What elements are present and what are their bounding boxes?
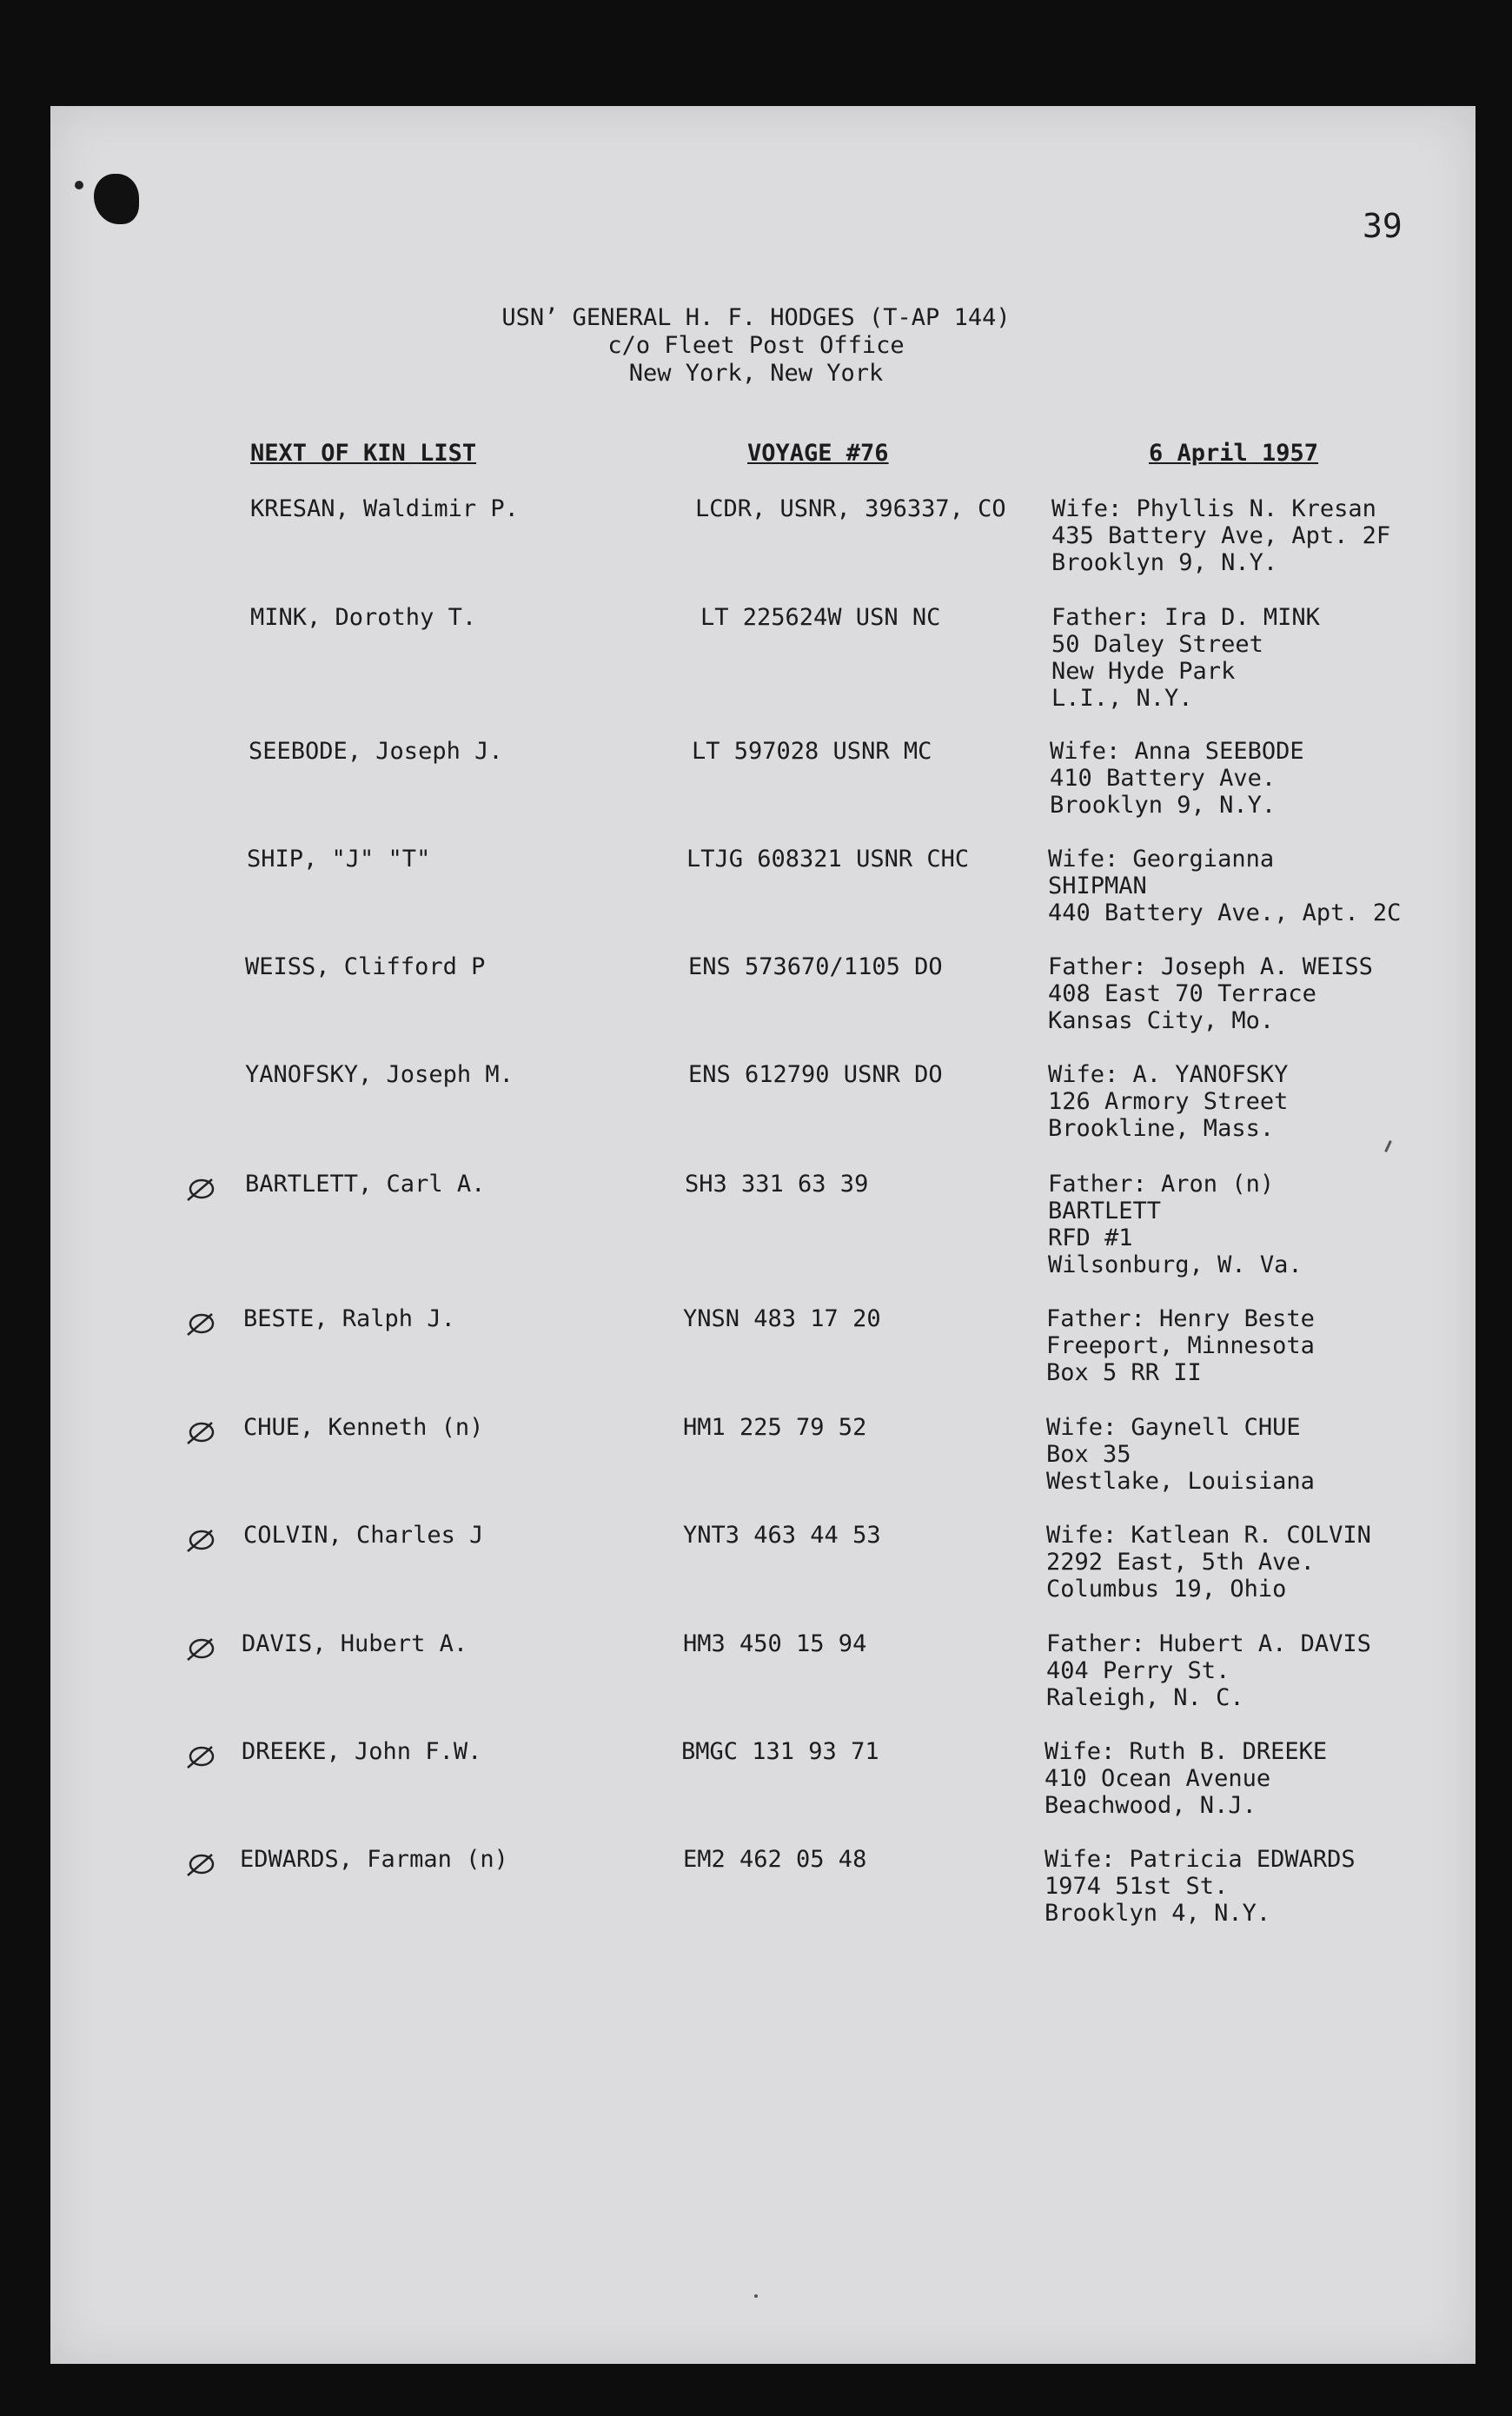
service-member-name: DREEKE, John F.W.: [242, 1738, 482, 1765]
address-line: 1974 51st St.: [1044, 1873, 1229, 1900]
list-title: NEXT OF KIN LIST: [250, 440, 477, 467]
rank-service-number: ENS 612790 USNR DO: [688, 1061, 943, 1088]
address-line: 410 Battery Ave.: [1050, 765, 1277, 792]
service-member-name: YANOFSKY, Joseph M.: [245, 1061, 514, 1088]
address-line: Westlake, Louisiana: [1046, 1468, 1315, 1495]
service-member-name: BESTE, Ralph J.: [243, 1305, 455, 1332]
address-line: Box 5 RR II: [1046, 1359, 1202, 1386]
handwritten-check-mark: [186, 1527, 216, 1553]
rank-service-number: YNSN 483 17 20: [683, 1305, 881, 1332]
handwritten-check-mark: [186, 1743, 216, 1769]
rank-service-number: LCDR, USNR, 396337, CO: [695, 495, 1006, 522]
address-line: 410 Ocean Avenue: [1044, 1765, 1271, 1792]
rank-service-number: HM3 450 15 94: [683, 1630, 867, 1657]
address-line: Wilsonburg, W. Va.: [1048, 1251, 1303, 1278]
address-line: Brooklyn 9, N.Y.: [1051, 549, 1278, 576]
ink-speck: [754, 2294, 758, 2298]
rank-service-number: LT 225624W USN NC: [700, 604, 941, 631]
address-line: Father: Aron (n): [1048, 1171, 1275, 1198]
service-member-name: COLVIN, Charles J: [243, 1522, 484, 1549]
location-line: New York, New York: [628, 360, 884, 387]
address-line: Brooklyn 9, N.Y.: [1050, 792, 1277, 819]
handwritten-check-mark: [186, 1851, 216, 1877]
service-member-name: MINK, Dorothy T.: [250, 604, 477, 631]
rank-service-number: BMGC 131 93 71: [681, 1738, 879, 1765]
address-line: Columbus 19, Ohio: [1046, 1576, 1287, 1603]
service-member-name: KRESAN, Waldimir P.: [250, 495, 519, 522]
handwritten-check-mark: [186, 1419, 216, 1445]
address-line: 2292 East, 5th Ave.: [1046, 1549, 1315, 1576]
rank-service-number: LT 597028 USNR MC: [692, 738, 932, 765]
next-of-kin-address: [1048, 1171, 1303, 1278]
address-line: 408 East 70 Terrace: [1048, 980, 1316, 1007]
address-line: Wife: Gaynell CHUE: [1046, 1414, 1301, 1441]
address-line: RFD #1: [1048, 1225, 1133, 1251]
table-row: [0, 604, 1512, 734]
next-of-kin-address: [1046, 1414, 1315, 1495]
address-line: BARTLETT: [1048, 1198, 1162, 1225]
service-member-name: WEISS, Clifford P: [245, 953, 486, 980]
voyage-number: VOYAGE #76: [747, 440, 889, 467]
address-line: 435 Battery Ave, Apt. 2F: [1051, 522, 1391, 549]
service-member-name: BARTLETT, Carl A.: [245, 1171, 486, 1198]
service-member-name: SHIP, "J" "T": [247, 846, 431, 873]
address-line: Father: Hubert A. DAVIS: [1046, 1630, 1371, 1657]
address-line: Father: Ira D. MINK: [1051, 604, 1320, 631]
rank-service-number: LTJG 608321 USNR CHC: [686, 846, 970, 873]
address-line: Father: Joseph A. WEISS: [1048, 953, 1373, 980]
address-line: 440 Battery Ave., Apt. 2C: [1048, 899, 1402, 926]
address-line: Wife: Georgianna: [1048, 846, 1275, 873]
next-of-kin-address: [1048, 846, 1401, 926]
address-line: Freeport, Minnesota: [1046, 1332, 1315, 1359]
ink-speck: [75, 181, 83, 189]
next-of-kin-address: [1048, 953, 1373, 1034]
service-member-name: CHUE, Kenneth (n): [243, 1414, 484, 1441]
handwritten-check-mark: [186, 1176, 216, 1202]
address-line: 404 Perry St.: [1046, 1657, 1230, 1684]
page-number: 39: [1363, 207, 1403, 245]
next-of-kin-address: [1051, 604, 1320, 712]
rank-service-number: HM1 225 79 52: [683, 1414, 867, 1441]
address-line: Wife: A. YANOFSKY: [1048, 1061, 1289, 1088]
next-of-kin-address: [1051, 495, 1390, 576]
rank-service-number: EM2 462 05 48: [683, 1846, 867, 1873]
rank-service-number: ENS 573670/1105 DO: [688, 953, 943, 980]
address-line: Box 35: [1046, 1441, 1131, 1468]
rank-service-number: YNT3 463 44 53: [683, 1522, 881, 1549]
rank-service-number: SH3 331 63 39: [685, 1171, 869, 1198]
next-of-kin-address: [1050, 738, 1304, 819]
address-line: Brookline, Mass.: [1048, 1115, 1275, 1142]
post-office-line: c/o Fleet Post Office: [607, 332, 905, 359]
address-line: Wife: Phyllis N. Kresan: [1051, 495, 1376, 522]
address-line: Wife: Patricia EDWARDS: [1044, 1846, 1356, 1873]
address-line: Wife: Ruth B. DREEKE: [1044, 1738, 1328, 1765]
handwritten-check-mark: [186, 1311, 216, 1337]
next-of-kin-address: [1048, 1061, 1288, 1142]
address-line: L.I., N.Y.: [1051, 685, 1193, 712]
next-of-kin-address: [1046, 1522, 1371, 1603]
address-line: Kansas City, Mo.: [1048, 1007, 1275, 1034]
handwritten-check-mark: [186, 1636, 216, 1662]
address-line: Wife: Katlean R. COLVIN: [1046, 1522, 1371, 1549]
address-line: 50 Daley Street: [1051, 631, 1263, 658]
address-line: Wife: Anna SEEBODE: [1050, 738, 1304, 765]
next-of-kin-address: [1046, 1630, 1371, 1711]
table-row: [0, 1171, 1512, 1301]
next-of-kin-address: [1044, 1738, 1327, 1819]
service-member-name: DAVIS, Hubert A.: [242, 1630, 468, 1657]
address-line: Raleigh, N. C.: [1046, 1684, 1244, 1711]
service-member-name: EDWARDS, Farman (n): [240, 1846, 508, 1873]
address-line: 126 Armory Street: [1048, 1088, 1289, 1115]
address-line: SHIPMAN: [1048, 873, 1147, 899]
table-row: [0, 1846, 1512, 1976]
address-line: Brooklyn 4, N.Y.: [1044, 1900, 1271, 1927]
list-date: 6 April 1957: [1149, 440, 1319, 467]
address-line: New Hyde Park: [1051, 658, 1236, 685]
address-line: Beachwood, N.J.: [1044, 1792, 1257, 1819]
service-member-name: SEEBODE, Joseph J.: [249, 738, 503, 765]
next-of-kin-address: [1046, 1305, 1315, 1386]
address-line: Father: Henry Beste: [1046, 1305, 1315, 1332]
next-of-kin-address: [1044, 1846, 1356, 1927]
ship-name-line: USN’ GENERAL H. F. HODGES (T-AP 144): [501, 304, 1011, 331]
